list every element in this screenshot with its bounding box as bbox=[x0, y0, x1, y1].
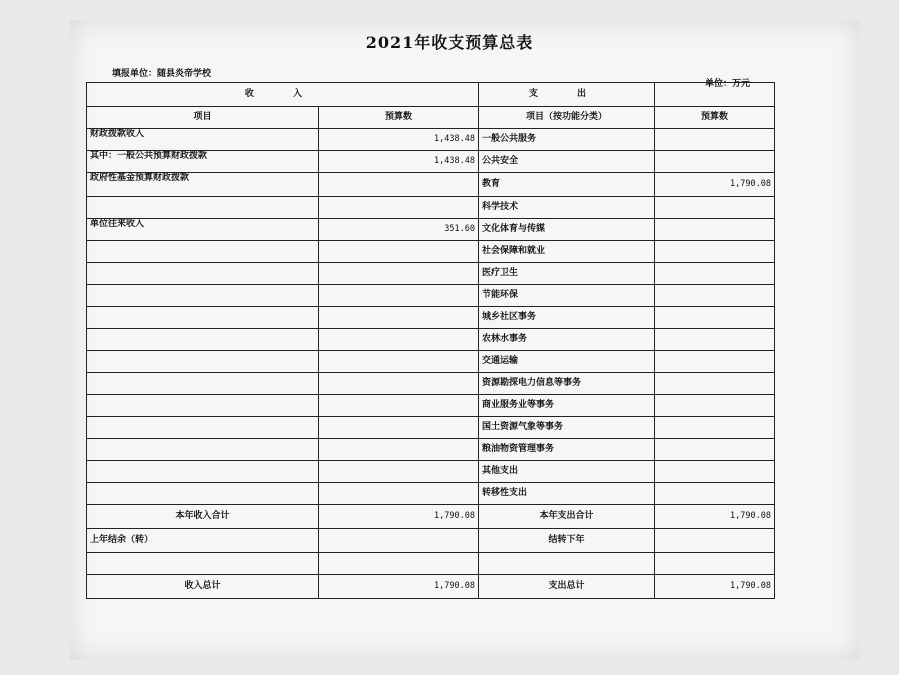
expense-value-cell bbox=[655, 373, 775, 395]
blank-cell bbox=[655, 553, 775, 575]
income-section-label: 收 入 bbox=[244, 89, 321, 99]
carry-in-label: 上年结余（转） bbox=[87, 529, 319, 553]
expense-item-cell: 节能环保 bbox=[479, 285, 655, 307]
income-value-cell: 351.60 bbox=[319, 219, 479, 241]
income-item-cell bbox=[87, 263, 319, 285]
income-item-cell bbox=[87, 373, 319, 395]
table-row bbox=[87, 197, 775, 219]
table-row bbox=[87, 417, 775, 439]
col-income-budget: 预算数 bbox=[319, 107, 479, 129]
col-expense-budget: 预算数 bbox=[655, 107, 775, 129]
expense-item-cell: 医疗卫生 bbox=[479, 263, 655, 285]
expense-value-cell bbox=[655, 151, 775, 173]
expense-section-label: 支 出 bbox=[528, 89, 605, 99]
table-row bbox=[87, 373, 775, 395]
expense-item-cell: 商业服务业等事务 bbox=[479, 395, 655, 417]
blank-row bbox=[87, 553, 775, 575]
expense-item-cell: 国土资源气象等事务 bbox=[479, 417, 655, 439]
income-section-header bbox=[87, 83, 479, 107]
expense-item-cell: 社会保障和就业 bbox=[479, 241, 655, 263]
income-value-cell bbox=[319, 173, 479, 197]
year-expense-total-label: 本年支出合计 bbox=[479, 505, 655, 529]
income-item-cell bbox=[87, 351, 319, 373]
blank-cell bbox=[479, 553, 655, 575]
expense-section-header bbox=[479, 83, 655, 107]
income-item-cell bbox=[87, 461, 319, 483]
expense-item-cell: 资源勘探电力信息等事务 bbox=[479, 373, 655, 395]
income-value-cell bbox=[319, 329, 479, 351]
blank-cell bbox=[87, 553, 319, 575]
col-expense-item: 项目（按功能分类） bbox=[479, 107, 655, 129]
expense-item-cell: 教育 bbox=[479, 173, 655, 197]
expense-value-cell bbox=[655, 307, 775, 329]
grand-income-total-label: 收入总计 bbox=[87, 575, 319, 599]
table-row bbox=[87, 483, 775, 505]
income-item-cell bbox=[87, 197, 319, 219]
table-row bbox=[87, 129, 775, 151]
table-row bbox=[87, 351, 775, 373]
year-income-total-value: 1,790.08 bbox=[319, 505, 479, 529]
income-item-cell: 其中：一般公共预算财政拨款 bbox=[87, 151, 319, 173]
income-value-cell bbox=[319, 373, 479, 395]
income-value-cell bbox=[319, 263, 479, 285]
income-item-cell bbox=[87, 285, 319, 307]
income-item-cell: 政府性基金预算财政拨款 bbox=[87, 173, 319, 197]
income-item-cell bbox=[87, 439, 319, 461]
expense-value-cell bbox=[655, 219, 775, 241]
income-item-cell bbox=[87, 395, 319, 417]
table-row bbox=[87, 461, 775, 483]
expense-item-cell: 科学技术 bbox=[479, 197, 655, 219]
expense-value-cell bbox=[655, 483, 775, 505]
expense-value-cell bbox=[655, 395, 775, 417]
income-value-cell: 1,438.48 bbox=[319, 129, 479, 151]
income-value-cell bbox=[319, 417, 479, 439]
expense-value-cell bbox=[655, 197, 775, 219]
grand-total-row bbox=[87, 575, 775, 599]
expense-item-cell: 粮油物资管理事务 bbox=[479, 439, 655, 461]
income-item-cell bbox=[87, 483, 319, 505]
expense-value-cell bbox=[655, 285, 775, 307]
expense-value-cell bbox=[655, 129, 775, 151]
expense-value-cell bbox=[655, 241, 775, 263]
col-income-item: 项目 bbox=[87, 107, 319, 129]
expense-value-cell bbox=[655, 417, 775, 439]
year-expense-total-value: 1,790.08 bbox=[655, 505, 775, 529]
expense-value-cell bbox=[655, 351, 775, 373]
page-title: 2021年收支预算总表 bbox=[365, 33, 534, 52]
income-item-cell bbox=[87, 241, 319, 263]
carry-in-value bbox=[319, 529, 479, 553]
income-value-cell bbox=[319, 307, 479, 329]
carry-out-value bbox=[655, 529, 775, 553]
income-value-cell bbox=[319, 439, 479, 461]
expense-value-cell bbox=[655, 461, 775, 483]
expense-item-cell: 转移性支出 bbox=[479, 483, 655, 505]
income-value-cell bbox=[319, 197, 479, 219]
expense-item-cell: 交通运输 bbox=[479, 351, 655, 373]
expense-item-cell: 文化体育与传媒 bbox=[479, 219, 655, 241]
income-value-cell bbox=[319, 351, 479, 373]
income-item-cell bbox=[87, 417, 319, 439]
table-row bbox=[87, 439, 775, 461]
income-value-cell bbox=[319, 285, 479, 307]
table-row bbox=[87, 285, 775, 307]
income-value-cell bbox=[319, 461, 479, 483]
year-total-row bbox=[87, 505, 775, 529]
income-item-cell: 财政拨款收入 bbox=[87, 129, 319, 151]
expense-value-cell bbox=[655, 263, 775, 285]
income-item-cell bbox=[87, 307, 319, 329]
table-row bbox=[87, 219, 775, 241]
income-item-cell bbox=[87, 329, 319, 351]
grand-expense-total-label: 支出总计 bbox=[479, 575, 655, 599]
expense-item-cell: 农林水事务 bbox=[479, 329, 655, 351]
expense-value-cell bbox=[655, 439, 775, 461]
income-value-cell bbox=[319, 395, 479, 417]
income-value-cell bbox=[319, 241, 479, 263]
column-header-row bbox=[87, 107, 775, 129]
budget-table bbox=[86, 82, 775, 599]
table-row bbox=[87, 173, 775, 197]
income-value-cell: 1,438.48 bbox=[319, 151, 479, 173]
year-income-total-label: 本年收入合计 bbox=[87, 505, 319, 529]
expense-value-cell bbox=[655, 329, 775, 351]
table-row bbox=[87, 151, 775, 173]
grand-income-total-value: 1,790.08 bbox=[319, 575, 479, 599]
section-header-row bbox=[87, 83, 775, 107]
carry-row bbox=[87, 529, 775, 553]
table-row bbox=[87, 395, 775, 417]
expense-item-cell: 一般公共服务 bbox=[479, 129, 655, 151]
table-row bbox=[87, 241, 775, 263]
carry-out-label: 结转下年 bbox=[479, 529, 655, 553]
expense-section-blank bbox=[655, 83, 775, 107]
grand-expense-total-value: 1,790.08 bbox=[655, 575, 775, 599]
income-item-cell: 单位往来收入 bbox=[87, 219, 319, 241]
table-row bbox=[87, 263, 775, 285]
table-row bbox=[87, 307, 775, 329]
expense-item-cell: 其他支出 bbox=[479, 461, 655, 483]
expense-value-cell: 1,790.08 bbox=[655, 173, 775, 197]
income-value-cell bbox=[319, 483, 479, 505]
table-row bbox=[87, 329, 775, 351]
expense-item-cell: 城乡社区事务 bbox=[479, 307, 655, 329]
filler-unit-label: 填报单位：随县炎帝学校 bbox=[112, 69, 212, 79]
expense-item-cell: 公共安全 bbox=[479, 151, 655, 173]
blank-cell bbox=[319, 553, 479, 575]
currency-unit-label: 单位：万元 bbox=[705, 79, 751, 89]
